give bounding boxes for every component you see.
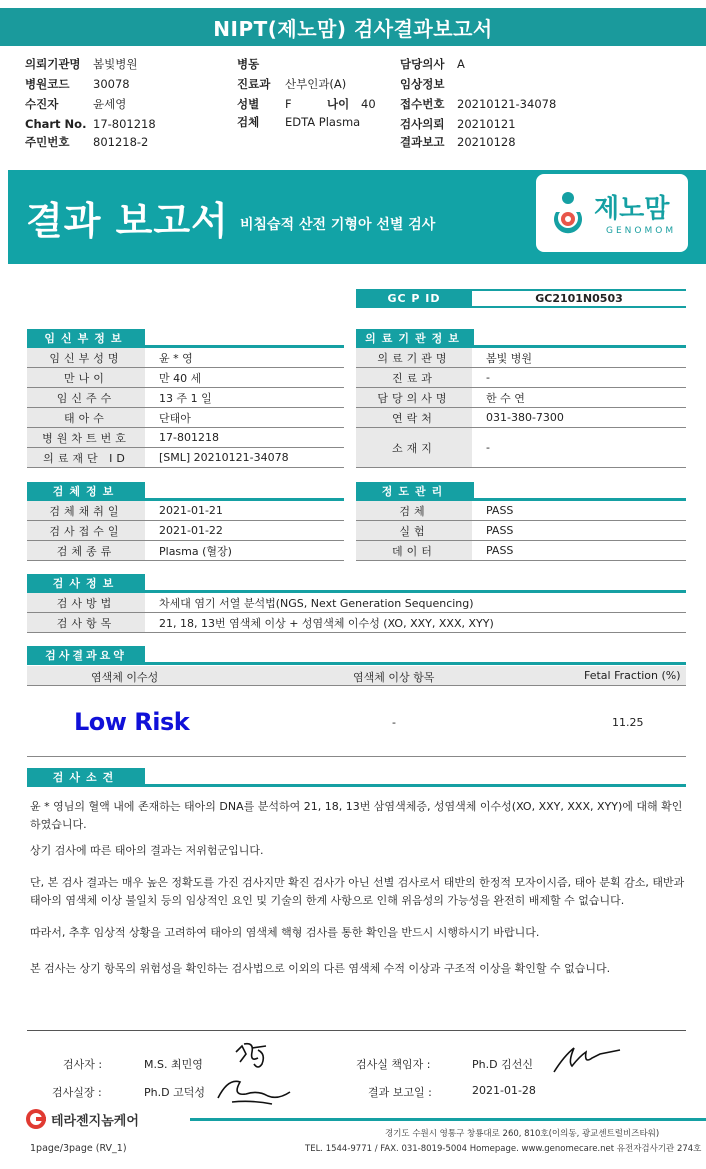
pregnant-info-label: 임신부성명 [27, 348, 145, 367]
pregnant-info-row [27, 408, 344, 428]
company-logo-icon [25, 1108, 47, 1130]
specimen-info-row [27, 501, 344, 521]
logo-text: 제노맘 [594, 194, 670, 224]
summary-col-aneuploidy: 염색체 이수성 [91, 671, 159, 684]
report-date-label: 결과 보고일 : [368, 1086, 432, 1099]
test-info-row [27, 613, 686, 633]
divider [27, 1030, 686, 1031]
genomom-logo [536, 174, 688, 252]
specimen-info-label: 검체종류 [27, 541, 145, 560]
institution-info-label: 담당의사명 [356, 388, 472, 407]
director-name: Ph.D 고덕성 [144, 1086, 205, 1099]
institution-info-label: 연락처 [356, 408, 472, 427]
rrn-field: 주민번호 801218-2 [25, 135, 149, 149]
chart-field: Chart No. 17-801218 [25, 117, 156, 131]
report-banner [8, 170, 706, 264]
opinion-paragraph: 본 검사는 상기 항목의 위험성을 확인하는 검사법으로 이외의 다른 염색체 수적 이상과 구조적 이상을 확인할 수 없습니다. [30, 962, 611, 975]
company-name: 테라젠지놈케어 [51, 1113, 139, 1129]
opinion-heading: 검사소견 [27, 768, 145, 785]
institution-info-row [356, 348, 686, 368]
report-date-value: 2021-01-28 [472, 1084, 536, 1097]
test-info-value: 21, 18, 13번 염색체 이상 + 성염색체 이수성 (XO, XXY, XXX, XYY) [159, 616, 494, 630]
company-address: 경기도 수원시 영통구 창룡대로 260, 810호(이의동, 광교센트럴비즈타워) [385, 1129, 660, 1139]
institution-info-label: 의료기관명 [356, 348, 472, 367]
opinion-paragraph: 상기 검사에 따른 태아의 결과는 저위험군입니다. [30, 844, 264, 857]
institution-info-row [356, 428, 686, 468]
genomom-logo-icon [550, 190, 586, 236]
institution-info-value: - [486, 441, 490, 454]
pregnant-info-heading: 임신부정보 [27, 329, 145, 346]
footer-line [190, 1118, 706, 1121]
qc-info-row [356, 501, 686, 521]
tester-signature [232, 1040, 272, 1072]
test-info-row [27, 593, 686, 613]
clinical-field: 임상정보 [400, 77, 445, 91]
qc-info-label: 검체 [356, 501, 472, 520]
pregnant-info-value: 17-801218 [159, 431, 219, 444]
receipt-field: 접수번호 20210121-34078 [400, 97, 557, 111]
director-label: 검사실장 : [52, 1086, 102, 1099]
pregnant-info-value: [SML] 20210121-34078 [159, 451, 289, 464]
request-field: 검사의뢰 20210121 [400, 117, 516, 131]
specimen-field: 검체 EDTA Plasma [237, 115, 361, 129]
pregnant-info-value: 만 40 세 [159, 371, 202, 385]
hospital-field: 의뢰기관명 봄빛병원 [25, 57, 138, 71]
company-logo [25, 1108, 139, 1130]
institution-info-value: - [486, 371, 490, 384]
report-title: NIPT(제노맘) 검사결과보고서 [0, 8, 706, 46]
summary-abnormal-value: - [392, 716, 396, 729]
pregnant-info-row [27, 448, 344, 468]
summary-col-abnormal: 염색체 이상 항목 [353, 671, 435, 684]
banner-subtitle: 비침습적 산전 기형아 선별 검사 [240, 217, 436, 233]
gcpid-value: GC2101N0503 [472, 289, 686, 308]
pregnant-info-label: 만나이 [27, 368, 145, 387]
age-field: 나이 40 [327, 97, 376, 111]
test-info-value: 차세대 염기 서열 분석법(NGS, Next Generation Sequencing) [159, 596, 474, 610]
pregnant-info-row [27, 348, 344, 368]
logo-subtext: GENOMOM [606, 226, 677, 236]
opinion-paragraph: 따라서, 추후 임상적 상황을 고려하여 태아의 염색체 핵형 검사를 통한 확인을 반드시 시행하시기 바랍니다. [30, 926, 540, 939]
pregnant-info-value: 단태아 [159, 411, 191, 425]
institution-info-label: 진료과 [356, 368, 472, 387]
gcpid-label: GC P ID [356, 289, 472, 308]
pregnant-info-row [27, 428, 344, 448]
section-divider [27, 662, 686, 665]
qc-info-value: PASS [486, 504, 514, 517]
specimen-info-value: 2021-01-22 [159, 524, 223, 537]
institution-info-row [356, 388, 686, 408]
code-field: 병원코드 30078 [25, 77, 130, 91]
test-info-label: 검사항목 [27, 613, 145, 632]
lab-chief-label: 검사실 책임자 : [356, 1058, 431, 1071]
qc-info-label: 실험 [356, 521, 472, 540]
report-date-field: 결과보고 20210128 [400, 135, 516, 149]
specimen-info-value: 2021-01-21 [159, 504, 223, 517]
tester-label: 검사자 : [63, 1058, 103, 1071]
institution-info-row [356, 368, 686, 388]
summary-heading: 검사결과요약 [27, 646, 145, 663]
lab-chief-name: Ph.D 김선신 [472, 1058, 533, 1071]
qc-info-value: PASS [486, 544, 514, 557]
company-contact: TEL. 1544-9771 / FAX. 031-8019-5004 Homepage. www.genomecare.net 유전자검사기관 274호 [305, 1144, 702, 1154]
pregnant-info-label: 의료재단 ID [27, 448, 145, 467]
qc-info-row [356, 521, 686, 541]
institution-info-row [356, 408, 686, 428]
summary-header-row [27, 666, 686, 686]
doctor-field: 담당의사 A [400, 57, 465, 71]
pregnant-info-label: 임신주수 [27, 388, 145, 407]
page-number: 1page/3page (RV_1) [30, 1143, 127, 1154]
pregnant-info-row [27, 388, 344, 408]
institution-info-value: 031-380-7300 [486, 411, 564, 424]
qc-info-heading: 정도관리 [356, 482, 474, 499]
opinion-paragraph: 단, 본 검사 결과는 매우 높은 정확도를 가진 검사지만 확진 검사가 아닌 선별 검사로서 태반의 한정적 모자이시즘, 태아 분획 감소, 태반과 태아의 염색체 이상 불일치 등의 임상적인 요인 및 기술의 한계 사항으로 인해 위음성의 가능성을 완전히 배제할 수 없습니다. [30, 876, 685, 907]
specimen-info-row [27, 521, 344, 541]
specimen-info-label: 검사접수일 [27, 521, 145, 540]
pregnant-info-row [27, 368, 344, 388]
qc-info-row [356, 541, 686, 561]
pregnant-info-label: 병원차트번호 [27, 428, 145, 447]
institution-info-label: 소재지 [356, 428, 472, 467]
pregnant-info-value: 13 주 1 일 [159, 391, 212, 405]
qc-info-value: PASS [486, 524, 514, 537]
pregnant-info-value: 윤 * 영 [159, 351, 193, 365]
institution-info-value: 한 수 연 [486, 391, 525, 405]
patient-field: 수진자 윤세영 [25, 97, 127, 111]
specimen-info-heading: 검체정보 [27, 482, 145, 499]
section-divider [27, 784, 686, 787]
sex-field: 성별 F [237, 97, 292, 111]
summary-fetal-fraction-value: 11.25 [612, 716, 644, 729]
ward-field: 병동 [237, 57, 260, 71]
tester-name: M.S. 최민영 [144, 1058, 203, 1071]
specimen-info-label: 검체채취일 [27, 501, 145, 520]
test-info-label: 검사방법 [27, 593, 145, 612]
summary-col-fetal-fraction: Fetal Fraction (%) [584, 669, 681, 682]
qc-info-label: 데이터 [356, 541, 472, 560]
banner-title: 결과 보고서 [26, 199, 229, 243]
director-signature [212, 1072, 294, 1108]
divider [27, 756, 686, 757]
specimen-info-row [27, 541, 344, 561]
institution-info-heading: 의료기관정보 [356, 329, 474, 346]
specimen-info-value: Plasma (혈장) [159, 544, 232, 558]
pregnant-info-label: 태아수 [27, 408, 145, 427]
result-low-risk: Low Risk [74, 708, 190, 736]
lab-chief-signature [550, 1042, 624, 1076]
opinion-paragraph: 윤 * 영님의 혈액 내에 존재하는 태아의 DNA를 분석하여 21, 18, 13번 삼염색체증, 성염색체 이수성(XO, XXY, XXX, XYY)에 대해 확인하였습니다. [30, 800, 683, 831]
test-info-heading: 검사정보 [27, 574, 145, 591]
dept-field: 진료과 산부인과(A) [237, 77, 347, 91]
institution-info-value: 봄빛 병원 [486, 351, 533, 365]
